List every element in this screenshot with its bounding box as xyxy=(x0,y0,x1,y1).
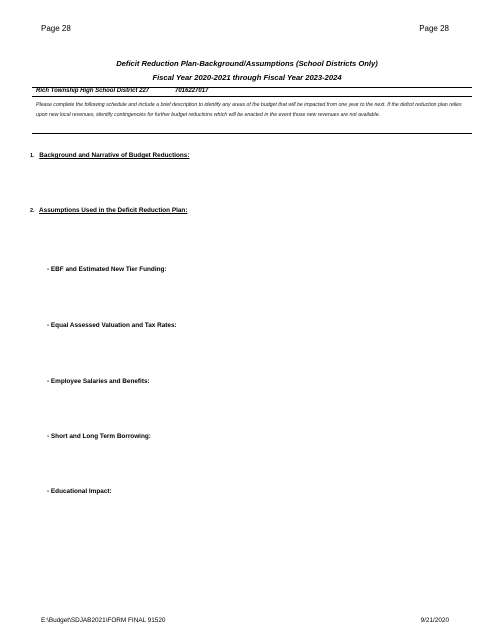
district-code: 7016227017 xyxy=(175,88,209,94)
assumption-eav-tax-rates: - Equal Assessed Valuation and Tax Rates: xyxy=(47,322,177,329)
header-rule-middle xyxy=(32,96,472,97)
page-number-left: Page 28 xyxy=(41,24,71,33)
section-assumptions xyxy=(30,207,187,214)
section-number: 2. xyxy=(30,208,35,214)
page-number-right: Page 28 xyxy=(419,24,449,33)
document-subtitle: Fiscal Year 2020-2021 through Fiscal Year 2023-2024 xyxy=(152,73,342,82)
assumption-educational-impact: - Educational Impact: xyxy=(47,488,112,495)
section-title: Assumptions Used in the Deficit Reduction Plan: xyxy=(39,207,188,214)
section-background xyxy=(30,152,189,159)
district-name: Rich Township High School District 227 xyxy=(36,88,150,94)
section-number: 1. xyxy=(30,153,35,159)
section-title: Background and Narrative of Budget Reductions: xyxy=(39,152,190,159)
assumption-ebf-funding: - EBF and Estimated New Tier Funding: xyxy=(47,266,167,273)
footer-file-path: E:\Budget\SDJAB2021\FORM FINAL 91520 xyxy=(41,617,166,624)
document-title: Deficit Reduction Plan-Background/Assumptions (School Districts Only) xyxy=(116,59,378,68)
assumption-borrowing: - Short and Long Term Borrowing: xyxy=(47,433,151,440)
assumption-salaries-benefits: - Employee Salaries and Benefits: xyxy=(47,378,150,385)
instructions-text: Please complete the following schedule and include a brief description to identify any areas of the budget that will be impacted from one year to the next. If the deficit reduction plan relies upon new local revenues, identify contingencies for further budget reductions which will be enacted in the event those new revenues are not available. xyxy=(36,102,462,118)
footer-date: 9/21/2020 xyxy=(420,617,449,624)
header-rule-bottom xyxy=(32,133,472,134)
